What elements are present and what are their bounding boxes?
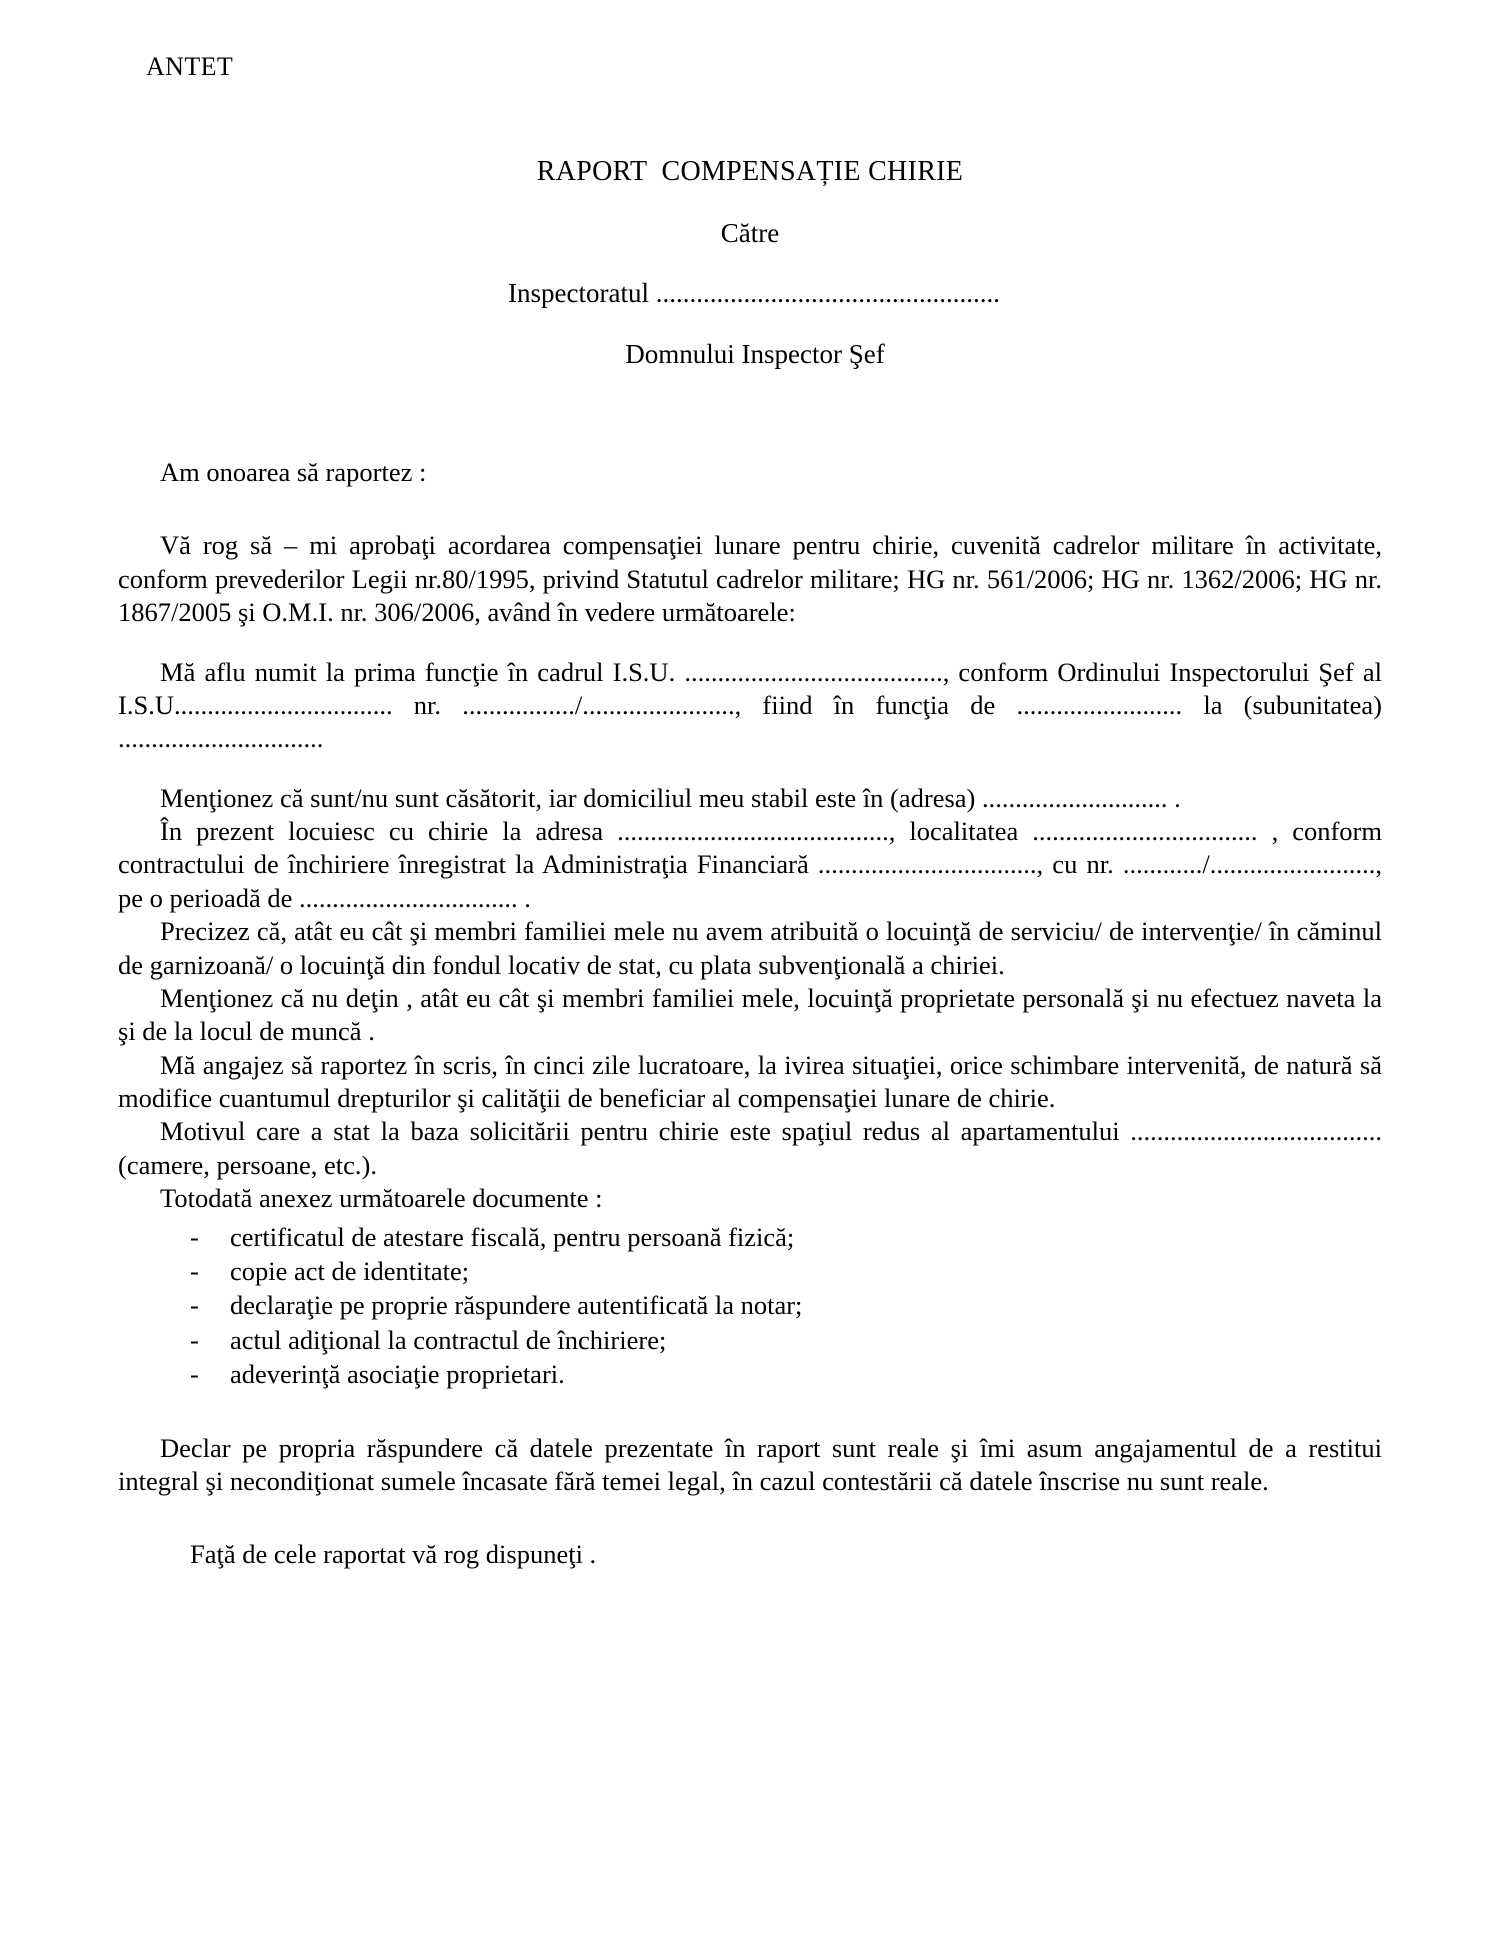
commitment-paragraph: Mă angajez să raportez în scris, în cinci zile lucratoare, la ivirea situaţiei, orice schimbare intervenită, de natură să modifice cuantumul drepturilor şi calităţii de beneficiar al compensaţiei lunare de chirie. — [118, 1049, 1382, 1113]
heading-block — [118, 156, 1382, 370]
list-item — [118, 1323, 1382, 1357]
document-body — [118, 456, 1382, 1572]
dash-bullet-icon: - — [190, 1359, 199, 1390]
list-item-label: certificatul de atestare fiscală, pentru persoană fizică; — [230, 1221, 795, 1252]
marital-status-line: Menţionez că sunt/nu sunt căsătorit, iar domiciliul meu stabil este în (adresa) ............................ . — [160, 782, 1181, 813]
dash-bullet-icon: - — [190, 1255, 199, 1286]
no-service-housing-paragraph: Precizez că, atât eu cât şi membri familiei mele nu avem atribuită o locuinţă de serviciu/ de intervenţie/ în căminul de garnizoană/ o locuinţă din fondul locativ de stat, cu plata subvenţională a chiriei. — [118, 916, 1382, 980]
spacer-3 — [118, 756, 1382, 782]
rent-address-paragraph: În prezent locuiesc cu chirie la adresa ........................................., localitatea .................................. , conform contractului de închiriere înregistrat la Administraţia Financiară ................................., cu nr. ............/........................., pe o perioadă de ................................. . — [118, 816, 1382, 913]
spacer-1 — [118, 489, 1382, 529]
letterhead: ANTET — [146, 52, 234, 81]
spacer-after-heading — [118, 370, 1382, 456]
recipient-inspectorate-field: Inspectoratul ................................................... — [508, 278, 1000, 308]
recipient-label: Către — [720, 218, 780, 248]
attachments-list — [118, 1220, 1382, 1392]
page-title: RAPORT COMPENSAȚIE CHIRIE — [536, 156, 964, 187]
dash-bullet-icon: - — [190, 1221, 199, 1252]
list-item-label: copie act de identitate; — [230, 1255, 470, 1286]
list-item — [118, 1288, 1382, 1322]
list-item-label: adeverinţă asociaţie proprietari. — [230, 1359, 565, 1390]
opening-paragraph: Am onoarea să raportez : — [160, 457, 427, 487]
list-item-label: declaraţie pe proprie răspundere autentificată la notar; — [230, 1290, 803, 1321]
list-item — [118, 1220, 1382, 1254]
recipient-chief-inspector: Domnului Inspector Şef — [625, 339, 885, 369]
closing-line: Faţă de cele raportat vă rog dispuneţi . — [190, 1539, 597, 1570]
dash-bullet-icon: - — [190, 1324, 199, 1355]
spacer-4 — [118, 1392, 1382, 1432]
reason-paragraph: Motivul care a stat la baza solicitării pentru chirie este spaţiul redus al apartamentului ...................................... (camere, persoane, etc.). — [118, 1116, 1382, 1180]
request-paragraph: Vă rog să – mi aprobaţi acordarea compensaţiei lunare pentru chirie, cuvenită cadrelor militare în activitate, conform prevederilor Legii nr.80/1995, privind Statutul cadrelor militare; HG nr. 561/2006; HG nr. 1362/2006; HG nr. 1867/2005 şi O.M.I. nr. 306/2006, având în vedere următoarele: — [118, 530, 1382, 628]
declaration-paragraph: Declar pe propria răspundere că datele prezentate în raport sunt reale şi îmi asum angajamentul de a restitui integral şi necondiţionat sumele încasate fără temei legal, în cazul contestării că datele înscrise nu sunt reale. — [118, 1432, 1382, 1497]
list-item-label: actul adiţional la contractul de închiriere; — [230, 1324, 667, 1355]
list-item — [118, 1357, 1382, 1391]
dash-bullet-icon: - — [190, 1290, 199, 1321]
spacer-2 — [118, 630, 1382, 656]
list-item — [118, 1254, 1382, 1288]
no-owned-housing-paragraph: Menţionez că nu deţin , atât eu cât şi membri familiei mele, locuinţă proprietate personală şi nu efectuez naveta la şi de la locul de muncă . — [118, 982, 1382, 1047]
spacer-5 — [118, 1498, 1382, 1538]
attachments-intro: Totodată anexez următoarele documente : — [160, 1183, 603, 1214]
appointment-paragraph: Mă aflu numit la prima funcţie în cadrul I.S.U. ......................................., conform Ordinului Inspectorului Şef al I.S.U................................. nr. ................./......................., fiind în funcţia de ......................... la (subunitatea) ............................... — [118, 656, 1382, 754]
